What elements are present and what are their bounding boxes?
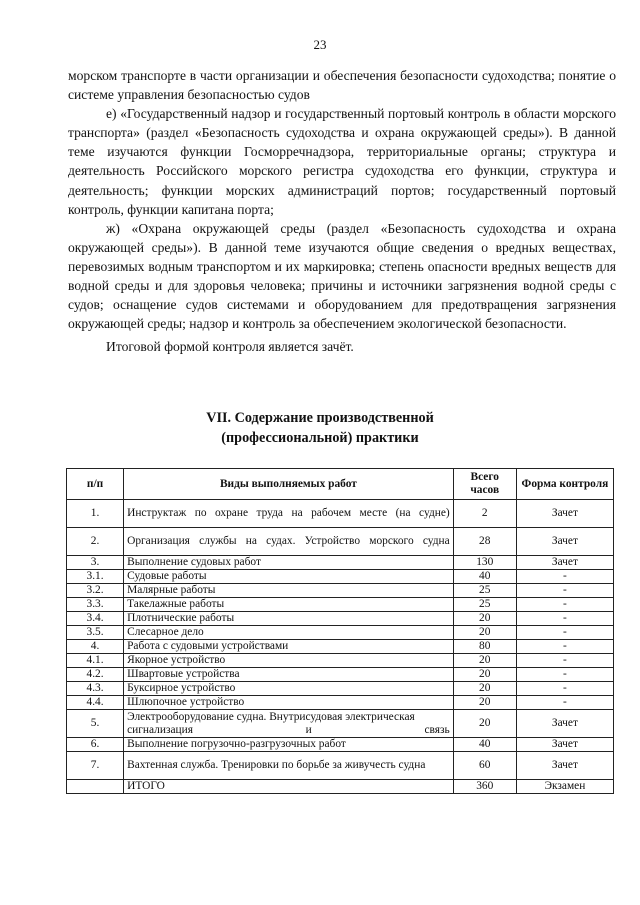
cell-num: 3.5. bbox=[67, 626, 124, 640]
cell-control: - bbox=[516, 598, 613, 612]
table-row bbox=[67, 682, 614, 696]
cell-work: Выполнение погрузочно-разгрузочных работ bbox=[124, 738, 454, 752]
table-row bbox=[67, 696, 614, 710]
cell-control: Экзамен bbox=[516, 780, 613, 794]
table-row bbox=[67, 710, 614, 738]
cell-num: 4.2. bbox=[67, 668, 124, 682]
cell-control: - bbox=[516, 584, 613, 598]
cell-work: Работа с судовыми устройствами bbox=[124, 640, 454, 654]
table-row bbox=[67, 598, 614, 612]
table-row bbox=[67, 570, 614, 584]
cell-hours: 2 bbox=[453, 500, 516, 528]
cell-control: - bbox=[516, 612, 613, 626]
body-text bbox=[68, 66, 616, 356]
cell-control: Зачет bbox=[516, 556, 613, 570]
cell-work: Судовые работы bbox=[124, 570, 454, 584]
cell-control: - bbox=[516, 570, 613, 584]
cell-hours: 20 bbox=[453, 612, 516, 626]
table-header-row bbox=[67, 469, 614, 500]
table-row bbox=[67, 654, 614, 668]
cell-control: - bbox=[516, 696, 613, 710]
cell-work: Плотнические работы bbox=[124, 612, 454, 626]
cell-control: Зачет bbox=[516, 710, 613, 738]
cell-hours: 25 bbox=[453, 598, 516, 612]
table-row bbox=[67, 500, 614, 528]
practice-table bbox=[66, 468, 614, 794]
cell-num bbox=[67, 780, 124, 794]
header-num: п/п bbox=[67, 469, 124, 500]
table-row bbox=[67, 668, 614, 682]
cell-hours: 130 bbox=[453, 556, 516, 570]
cell-hours: 28 bbox=[453, 528, 516, 556]
cell-num: 5. bbox=[67, 710, 124, 738]
cell-control: - bbox=[516, 654, 613, 668]
cell-num: 1. bbox=[67, 500, 124, 528]
header-work: Виды выполняемых работ bbox=[124, 469, 454, 500]
cell-num: 3. bbox=[67, 556, 124, 570]
paragraph-final-control: Итоговой формой контроля является зачёт. bbox=[106, 339, 354, 355]
cell-control: - bbox=[516, 682, 613, 696]
paragraph-item-zh: ж) «Охрана окружающей среды (раздел «Безопасность судоходства и охрана окружающей среды»). В данной теме изучаются общие сведения о вредных веществах, перевозимых водным транспортом и их маркировка; степень опасности вредных веществ для водной среды и для здоровья человека; причины и источники загрязнения водной среды с судов; оснащение судов системами и оборудованием для предотвращения загрязнения окружающей среды; надзор и контроль за обеспечением экологической безопасности. bbox=[68, 220, 616, 332]
table-row bbox=[67, 752, 614, 780]
cell-hours: 20 bbox=[453, 668, 516, 682]
cell-hours: 20 bbox=[453, 696, 516, 710]
cell-num: 3.4. bbox=[67, 612, 124, 626]
cell-work: Буксирное устройство bbox=[124, 682, 454, 696]
header-control: Форма контроля bbox=[516, 469, 613, 500]
cell-work: Малярные работы bbox=[124, 584, 454, 598]
cell-work: Якорное устройство bbox=[124, 654, 454, 668]
table-row bbox=[67, 626, 614, 640]
cell-num: 7. bbox=[67, 752, 124, 780]
cell-hours: 360 bbox=[453, 780, 516, 794]
paragraph-intro: морском транспорте в части организации и обеспечения безопасности судоходства; понятие о системе управления безопасностью судов bbox=[68, 68, 616, 103]
cell-work: Выполнение судовых работ bbox=[124, 556, 454, 570]
cell-work: Такелажные работы bbox=[124, 598, 454, 612]
cell-control: Зачет bbox=[516, 752, 613, 780]
cell-num: 2. bbox=[67, 528, 124, 556]
cell-hours: 20 bbox=[453, 626, 516, 640]
cell-work: Электрооборудование судна. Внутрисудовая электрическая сигнализация и связь bbox=[124, 710, 454, 738]
table-row bbox=[67, 584, 614, 598]
cell-control: Зачет bbox=[516, 738, 613, 752]
cell-num: 6. bbox=[67, 738, 124, 752]
cell-hours: 20 bbox=[453, 654, 516, 668]
table-row bbox=[67, 640, 614, 654]
cell-control: - bbox=[516, 626, 613, 640]
cell-control: Зачет bbox=[516, 500, 613, 528]
section-title bbox=[0, 408, 640, 448]
cell-work: Инструктаж по охране труда на рабочем месте (на судне) bbox=[124, 500, 454, 528]
table-row bbox=[67, 528, 614, 556]
cell-work: ИТОГО bbox=[124, 780, 454, 794]
cell-hours: 80 bbox=[453, 640, 516, 654]
paragraph-item-e: е) «Государственный надзор и государственный портовый контроль в области морского транспорта» (раздел «Безопасность судоходства и охрана окружающей среды»). В данной теме изучаются функции Госморречнадзора, территориальные органы; структура и деятельность Российского морского регистра судоходства его функции, структура и деятельность; функции морских администраций портов; государственный портовый контроль, функции капитана порта; bbox=[68, 106, 616, 217]
cell-num: 3.1. bbox=[67, 570, 124, 584]
cell-hours: 40 bbox=[453, 738, 516, 752]
cell-num: 4.3. bbox=[67, 682, 124, 696]
cell-work: Организация службы на судах. Устройство морского судна bbox=[124, 528, 454, 556]
cell-control: - bbox=[516, 668, 613, 682]
cell-hours: 25 bbox=[453, 584, 516, 598]
cell-work: Вахтенная служба. Тренировки по борьбе за живучесть судна bbox=[124, 752, 454, 780]
cell-hours: 60 bbox=[453, 752, 516, 780]
page-number: 23 bbox=[313, 37, 327, 52]
section-title-line2: (профессиональной) практики bbox=[221, 430, 419, 446]
cell-work: Слесарное дело bbox=[124, 626, 454, 640]
table-row bbox=[67, 738, 614, 752]
cell-control: - bbox=[516, 640, 613, 654]
header-hours: Всего часов bbox=[453, 469, 516, 500]
cell-work: Швартовые устройства bbox=[124, 668, 454, 682]
table-row bbox=[67, 556, 614, 570]
cell-num: 3.2. bbox=[67, 584, 124, 598]
cell-num: 3.3. bbox=[67, 598, 124, 612]
cell-num: 4.4. bbox=[67, 696, 124, 710]
cell-num: 4. bbox=[67, 640, 124, 654]
table-row bbox=[67, 612, 614, 626]
cell-control: Зачет bbox=[516, 528, 613, 556]
cell-num: 4.1. bbox=[67, 654, 124, 668]
cell-work: Шлюпочное устройство bbox=[124, 696, 454, 710]
section-title-line1: VII. Содержание производственной bbox=[206, 410, 434, 426]
cell-hours: 20 bbox=[453, 682, 516, 696]
cell-hours: 20 bbox=[453, 710, 516, 738]
table-total-row bbox=[67, 780, 614, 794]
cell-hours: 40 bbox=[453, 570, 516, 584]
